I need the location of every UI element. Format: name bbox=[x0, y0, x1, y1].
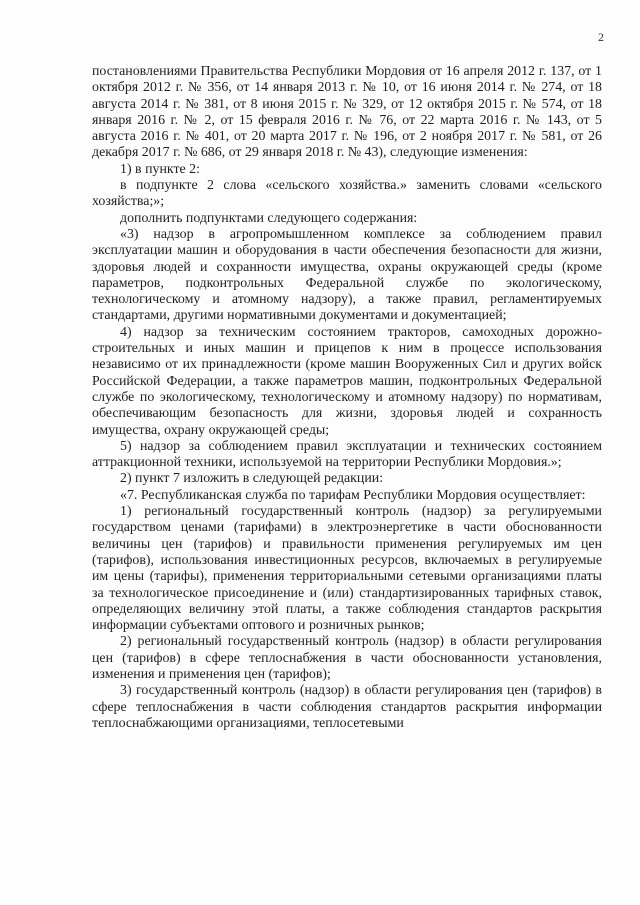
paragraph-item-2: 2) пункт 7 изложить в следующей редакции: bbox=[120, 471, 384, 487]
paragraph-subitem-3: «3) надзор в агропромышленном комплексе за соблюдением правил эксплуатации машин и оборудования в части обеспечения безопасности для жизни, здоровья людей и сохранности имущества, охраны окружающей среды (кроме параметров, подконтрольных Федеральной службе по экологическому, технологическому и атомному надзору), а также правил, регламентируемых стандартами, другими нормативными документами и документацией; bbox=[92, 226, 602, 324]
document-body bbox=[92, 64, 602, 732]
paragraph-clause-7: «7. Республиканская служба по тарифам Республики Мордовия осуществляет: bbox=[120, 487, 586, 503]
paragraph-clause-7-1: 1) региональный государственный контроль (надзор) за регулируемыми государством ценами (тарифами) в электроэнергетике в части обоснованности величины цен (тарифов) и правильности применения регулируемых им цен (тарифов), использования инвестиционных ресурсов, включаемых в регулируемые им цены (тарифы), применения территориальными сетевыми организациями платы за технологическое присоединение и (или) стандартизированных тарифных ставок, определяющих величину этой платы, а также соблюдения стандартов раскрытия информации субъектами оптового и розничных рынков; bbox=[92, 504, 602, 634]
paragraph-subitem-4: 4) надзор за техническим состоянием тракторов, самоходных дорожно-строительных и иных машин и прицепов к ним в процессе использования независимо от их принадлежности (кроме машин Вооруженных Сил и других войск Российской Федерации, а также параметров машин, подконтрольных Федеральной службе по экологическому, технологическому и атомному надзору) по нормативам, обеспечивающим безопасность для жизни, здоровья людей и сохранность имущества, охрану окружающей среды; bbox=[92, 324, 602, 438]
paragraph-subitem-5: 5) надзор за соблюдением правил эксплуатации и технических состоянием аттракционной техники, используемой на территории Республики Мордовия.»; bbox=[92, 438, 602, 471]
paragraph-clause-7-3: 3) государственный контроль (надзор) в области регулирования цен (тарифов) в сфере теплоснабжения в части соблюдения стандартов раскрытия информации теплоснабжающими организациями, теплосетевыми bbox=[92, 683, 602, 731]
paragraph-intro: постановлениями Правительства Республики Мордовия от 16 апреля 2012 г. 137, от 1 октября 2012 г. № 356, от 14 января 2013 г. № 10, от 16 июня 2014 г. № 274, от 18 августа 2014 г. № 381, от 8 июня 2015 г. № 329, от 12 октября 2015 г. № 574, от 18 января 2016 г. № 2, от 15 февраля 2016 г. № 76, от 22 марта 2016 г. № 143, от 5 августа 2016 г. № 401, от 20 марта 2017 г. № 196, от 2 ноября 2017 г. № 581, от 26 декабря 2017 г. № 686, от 29 января 2018 г. № 43), следующие изменения: bbox=[92, 64, 602, 161]
paragraph-addition-heading: дополнить подпунктами следующего содержания: bbox=[120, 210, 418, 226]
page-number: 2 bbox=[598, 30, 604, 44]
paragraph-subitem-2: в подпункте 2 слова «сельского хозяйства.» заменить словами «сельского хозяйства;»; bbox=[92, 178, 602, 210]
paragraph-item-1: 1) в пункте 2: bbox=[120, 161, 200, 177]
paragraph-clause-7-2: 2) региональный государственный контроль (надзор) в области регулирования цен (тарифов) в сфере теплоснабжения в части обоснованности установления, изменения и применения цен (тарифов); bbox=[92, 634, 602, 682]
